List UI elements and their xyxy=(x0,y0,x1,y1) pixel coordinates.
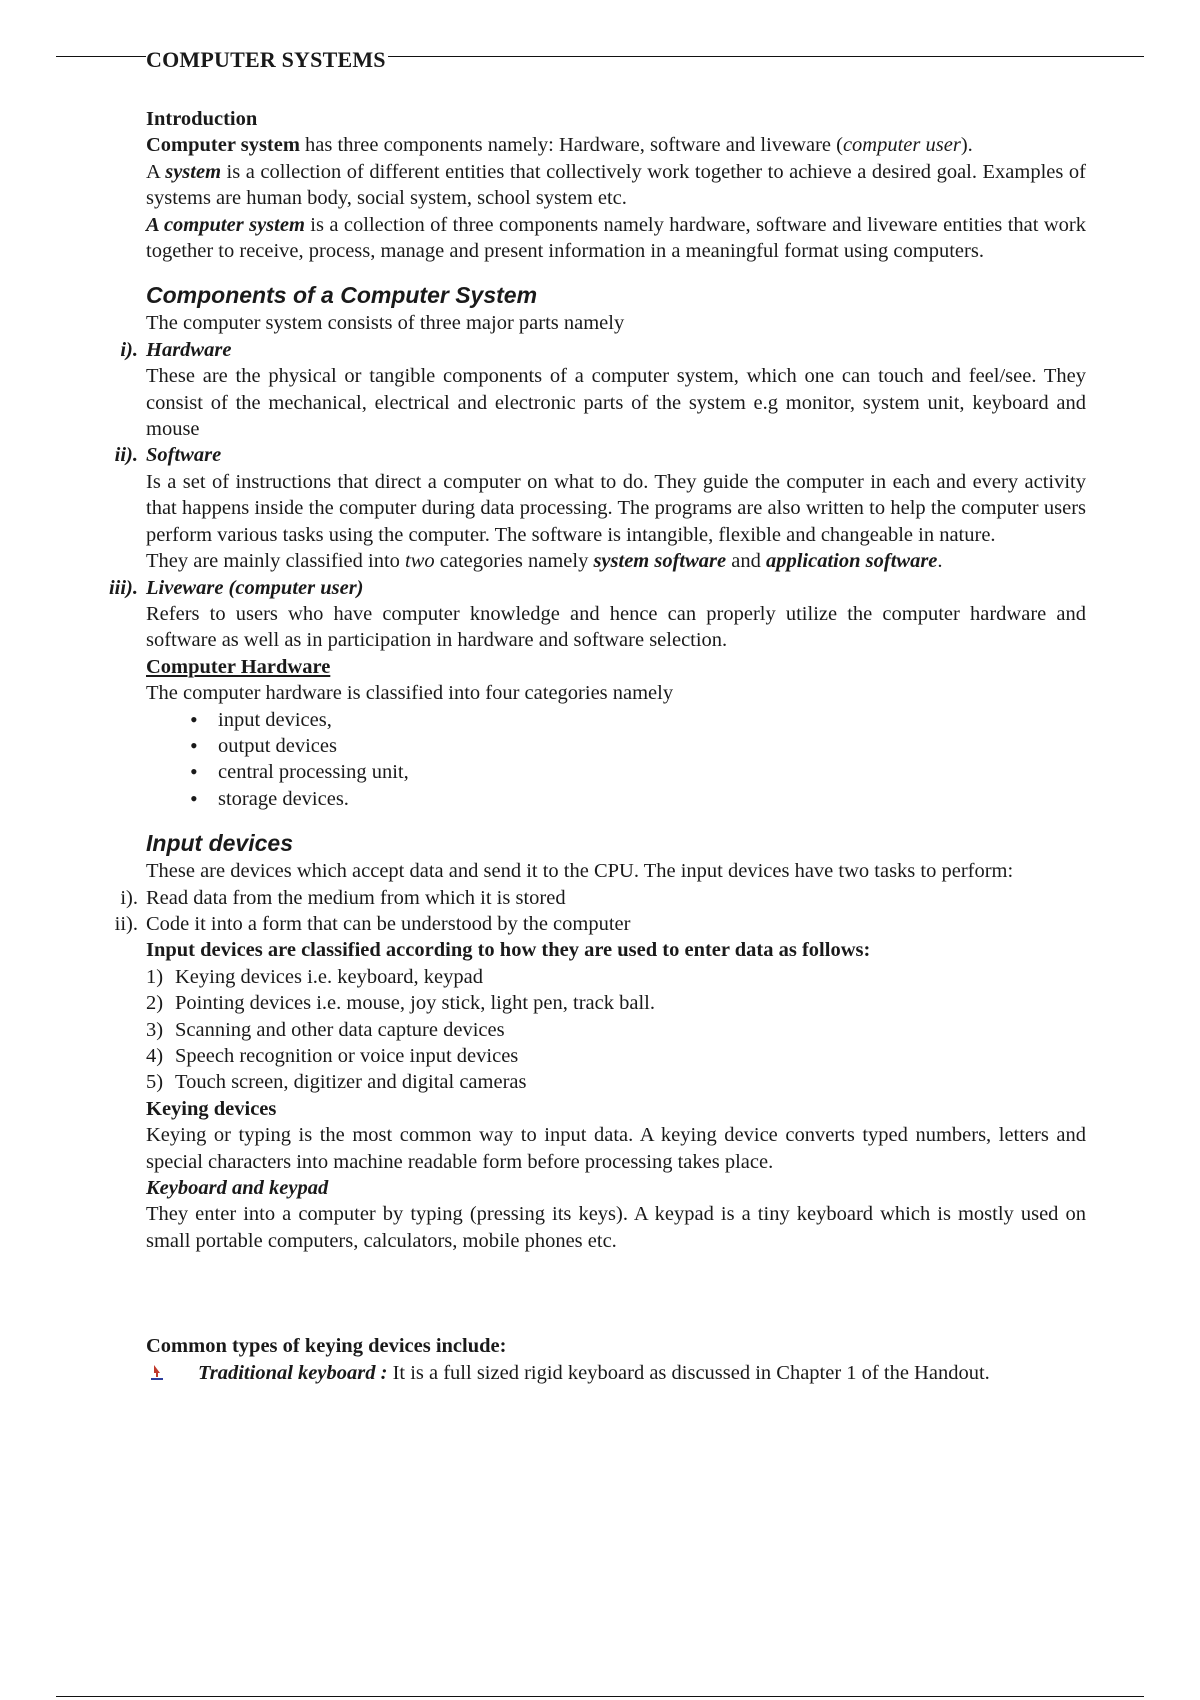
hardware-lead: The computer hardware is classified into four categories namely xyxy=(146,682,674,705)
keying-heading: Keying devices xyxy=(146,1097,277,1120)
common-keying-heading: Common types of keying devices include: xyxy=(146,1335,507,1358)
keyboard-keypad-body: They enter into a computer by typing (pressing its keys). A keypad is a tiny keyboard which is mostly used on small portable computers, calculators, mobile phones etc. xyxy=(146,1203,1086,1252)
document-body xyxy=(108,106,1086,1386)
list-item: • input devices, xyxy=(190,707,1086,733)
keyboard-keypad-heading: Keyboard and keypad xyxy=(146,1177,329,1200)
classification-heading: Input devices are classified according to how they are used to enter data as follows: xyxy=(146,939,871,962)
components-heading: Components of a Computer System xyxy=(146,282,538,309)
list-marker: i). xyxy=(120,886,138,909)
component-title: Hardware xyxy=(146,338,232,361)
intro-paragraph-2: A system is a collection of different entities that collectively work together to achieve a desired goal. Examples of systems are human body, social system, school system etc. xyxy=(146,160,1086,210)
list-item: • output devices xyxy=(190,733,1086,759)
list-item: 3) Scanning and other data capture devices xyxy=(146,1018,505,1041)
hardware-heading: Computer Hardware xyxy=(146,655,331,678)
component-hardware xyxy=(120,337,1086,443)
component-body: Refers to users who have computer knowledge and hence can properly utilize the computer hardware and software as well as in participation in hardware and software selection. xyxy=(146,602,1086,652)
intro-paragraph-3: A computer system is a collection of three components namely hardware, software and liveware entities that work together to receive, process, manage and present information in a meaningful format using computers. xyxy=(146,213,1086,263)
list-item: • storage devices. xyxy=(190,786,1086,812)
down-arrow-icon xyxy=(148,1363,170,1381)
input-devices-heading: Input devices xyxy=(146,830,293,857)
intro-paragraph-1: Computer system has three components namely: Hardware, software and liveware (computer user). xyxy=(146,134,973,157)
component-body: These are the physical or tangible components of a computer system, which one can touch and feel/see. They consist of the mechanical, electrical and electronic parts of the system e.g monitor, system unit, keyboard and mouse xyxy=(146,365,1086,441)
list-item: 4) Speech recognition or voice input devices xyxy=(146,1045,519,1067)
list-marker: i). xyxy=(120,338,138,361)
hardware-categories xyxy=(146,707,1086,813)
input-task-1: i). Read data from the medium from which it is stored xyxy=(146,885,1086,911)
list-item: 2) Pointing devices i.e. mouse, joy stick, light pen, track ball. xyxy=(146,992,655,1015)
footer-rule xyxy=(56,1696,1144,1697)
input-task-2: ii). Code it into a form that can be understood by the computer xyxy=(146,911,1086,937)
input-devices-lead: These are devices which accept data and send it to the CPU. The input devices have two tasks to perform: xyxy=(146,860,1014,883)
traditional-keyboard-item: Traditional keyboard : It is a full sized rigid keyboard as discussed in Chapter 1 of the Handout. xyxy=(146,1360,1086,1386)
list-marker: ii). xyxy=(114,444,138,467)
intro-heading: Introduction xyxy=(146,108,258,130)
software-categories: They are mainly classified into two categories namely system software and application software. xyxy=(146,550,943,573)
list-item: • central processing unit, xyxy=(190,759,1086,785)
list-marker: ii). xyxy=(114,912,138,935)
document-title: COMPUTER SYSTEMS xyxy=(146,47,386,72)
list-marker: iii). xyxy=(108,576,138,599)
component-software xyxy=(114,442,1086,574)
components-lead: The computer system consists of three major parts namely xyxy=(146,312,625,335)
component-title: Liveware (computer user) xyxy=(146,576,364,599)
keying-body: Keying or typing is the most common way to input data. A keying device converts typed numbers, letters and special characters into machine readable form before processing takes place. xyxy=(146,1124,1086,1173)
list-item: 1) Keying devices i.e. keyboard, keypad xyxy=(146,965,483,988)
list-item: 5) Touch screen, digitizer and digital cameras xyxy=(146,1071,527,1094)
component-liveware xyxy=(108,575,1086,654)
component-title: Software xyxy=(146,444,222,467)
component-body: Is a set of instructions that direct a computer on what to do. They guide the computer in each and every activity that happens inside the computer during data processing. The programs are also written to help the computer users perform various tasks using the computer. The software is intangible, flexible and changeable in nature. xyxy=(146,470,1086,546)
input-device-classes xyxy=(146,964,1086,1096)
